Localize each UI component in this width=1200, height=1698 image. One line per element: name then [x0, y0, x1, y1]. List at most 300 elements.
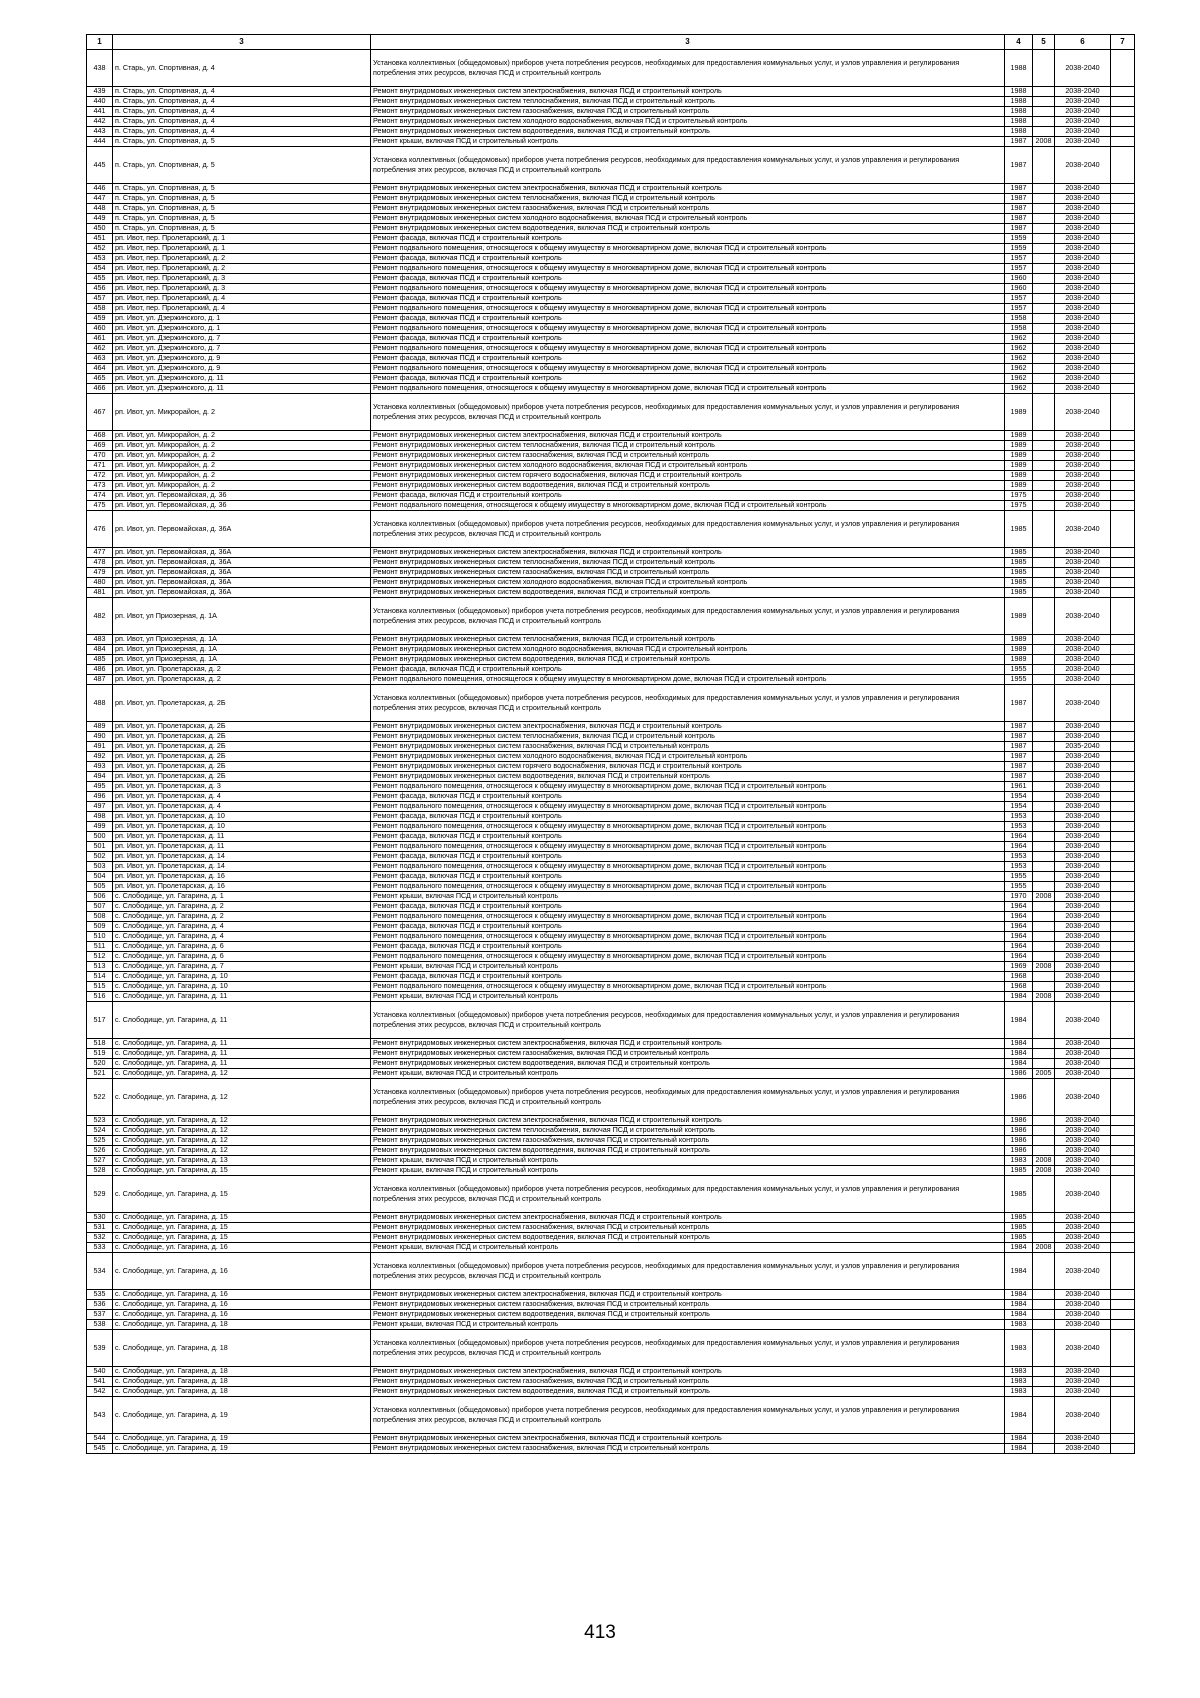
row-year-last-repair: [1033, 872, 1055, 882]
row-col-7: [1111, 588, 1135, 598]
row-year-built: 1985: [1005, 568, 1033, 578]
repair-schedule-table: [86, 34, 1135, 1454]
table-row: [87, 635, 1135, 645]
row-number: 463: [87, 354, 113, 364]
row-planned-period: 2038-2040: [1055, 1397, 1111, 1434]
row-work-type: Ремонт фасада, включая ПСД и строительный контроль: [371, 665, 1005, 675]
row-work-type: Ремонт внутридомовых инженерных систем газоснабжения, включая ПСД и строительный контроль: [371, 107, 1005, 117]
row-number: 454: [87, 264, 113, 274]
row-address: рп. Ивот, пер. Пролетарский, д. 2: [113, 264, 371, 274]
row-number: 471: [87, 461, 113, 471]
row-number: 500: [87, 832, 113, 842]
row-col-7: [1111, 922, 1135, 932]
row-year-built: 1986: [1005, 1079, 1033, 1116]
row-number: 478: [87, 558, 113, 568]
row-year-built: 1964: [1005, 952, 1033, 962]
row-number: 439: [87, 87, 113, 97]
row-year-last-repair: [1033, 354, 1055, 364]
row-planned-period: 2038-2040: [1055, 1444, 1111, 1454]
row-work-type: Ремонт крыши, включая ПСД и строительный контроль: [371, 1156, 1005, 1166]
row-planned-period: 2038-2040: [1055, 772, 1111, 782]
row-planned-period: 2038-2040: [1055, 97, 1111, 107]
row-col-7: [1111, 97, 1135, 107]
row-col-7: [1111, 732, 1135, 742]
row-number: 544: [87, 1434, 113, 1444]
row-year-built: 1985: [1005, 558, 1033, 568]
row-address: рп. Ивот, ул. Пролетарская, д. 14: [113, 862, 371, 872]
row-planned-period: 2038-2040: [1055, 384, 1111, 394]
row-address: п. Старь, ул. Спортивная, д. 4: [113, 97, 371, 107]
row-work-type: Ремонт внутридомовых инженерных систем теплоснабжения, включая ПСД и строительный контроль: [371, 441, 1005, 451]
row-year-built: 1987: [1005, 722, 1033, 732]
row-number: 525: [87, 1136, 113, 1146]
table-row: [87, 107, 1135, 117]
row-year-built: 1964: [1005, 922, 1033, 932]
row-year-built: 1989: [1005, 645, 1033, 655]
table-row: [87, 1387, 1135, 1397]
row-work-type: Ремонт фасада, включая ПСД и строительный контроль: [371, 852, 1005, 862]
row-address: рп. Ивот, ул. Дзержинского, д. 9: [113, 354, 371, 364]
row-year-last-repair: [1033, 598, 1055, 635]
row-address: с. Слободище, ул. Гагарина, д. 15: [113, 1233, 371, 1243]
row-col-7: [1111, 511, 1135, 548]
row-year-built: 1988: [1005, 107, 1033, 117]
row-address: рп. Ивот, ул. Первомайская, д. 36А: [113, 578, 371, 588]
row-address: п. Старь, ул. Спортивная, д. 4: [113, 87, 371, 97]
row-col-7: [1111, 792, 1135, 802]
row-planned-period: 2038-2040: [1055, 1367, 1111, 1377]
row-planned-period: 2038-2040: [1055, 304, 1111, 314]
row-col-7: [1111, 1330, 1135, 1367]
col-header-work: 3: [371, 35, 1005, 50]
row-address: рп. Ивот, ул. Пролетарская, д. 2Б: [113, 685, 371, 722]
table-row: [87, 902, 1135, 912]
row-work-type: Ремонт внутридомовых инженерных систем электроснабжения, включая ПСД и строительный контроль: [371, 431, 1005, 441]
row-planned-period: 2038-2040: [1055, 511, 1111, 548]
table-row: [87, 722, 1135, 732]
row-work-type: Ремонт фасада, включая ПСД и строительный контроль: [371, 334, 1005, 344]
row-number: 516: [87, 992, 113, 1002]
row-work-type: Ремонт крыши, включая ПСД и строительный контроль: [371, 992, 1005, 1002]
row-planned-period: 2038-2040: [1055, 1069, 1111, 1079]
row-year-built: 1983: [1005, 1320, 1033, 1330]
table-body: [87, 50, 1135, 1454]
table-row: [87, 1444, 1135, 1454]
row-planned-period: 2038-2040: [1055, 117, 1111, 127]
row-work-type: Ремонт внутридомовых инженерных систем холодного водоснабжения, включая ПСД и строительный контроль: [371, 461, 1005, 471]
row-year-last-repair: [1033, 578, 1055, 588]
row-address: п. Старь, ул. Спортивная, д. 5: [113, 224, 371, 234]
row-address: рп. Ивот, пер. Пролетарский, д. 4: [113, 304, 371, 314]
row-address: с. Слободище, ул. Гагарина, д. 15: [113, 1166, 371, 1176]
row-planned-period: 2038-2040: [1055, 578, 1111, 588]
row-work-type: Ремонт внутридомовых инженерных систем газоснабжения, включая ПСД и строительный контроль: [371, 1136, 1005, 1146]
row-year-last-repair: [1033, 204, 1055, 214]
row-year-last-repair: [1033, 501, 1055, 511]
row-planned-period: 2038-2040: [1055, 294, 1111, 304]
row-work-type: Установка коллективных (общедомовых) приборов учета потребления ресурсов, необходимых для предоставления коммунальных услуг, и узлов управления и регулирования потребления этих ресурсов, включая ПСД и строительный контроль: [371, 147, 1005, 184]
row-number: 485: [87, 655, 113, 665]
row-work-type: Ремонт подвального помещения, относящегося к общему имуществу в многоквартирном доме, включая ПСД и строительный контроль: [371, 284, 1005, 294]
row-planned-period: 2038-2040: [1055, 344, 1111, 354]
row-col-7: [1111, 645, 1135, 655]
row-planned-period: 2038-2040: [1055, 1126, 1111, 1136]
row-col-7: [1111, 578, 1135, 588]
row-number: 444: [87, 137, 113, 147]
row-year-last-repair: [1033, 655, 1055, 665]
row-planned-period: 2038-2040: [1055, 481, 1111, 491]
row-address: рп. Ивот, ул. Первомайская, д. 36: [113, 491, 371, 501]
row-year-built: 1987: [1005, 685, 1033, 722]
row-year-last-repair: [1033, 1176, 1055, 1213]
table-row: [87, 752, 1135, 762]
table-row: [87, 1136, 1135, 1146]
row-col-7: [1111, 802, 1135, 812]
row-planned-period: 2038-2040: [1055, 501, 1111, 511]
row-work-type: Ремонт внутридомовых инженерных систем электроснабжения, включая ПСД и строительный контроль: [371, 548, 1005, 558]
row-planned-period: 2038-2040: [1055, 127, 1111, 137]
row-number: 453: [87, 254, 113, 264]
table-row: [87, 394, 1135, 431]
row-number: 508: [87, 912, 113, 922]
row-year-built: 1983: [1005, 1367, 1033, 1377]
table-row: [87, 147, 1135, 184]
row-planned-period: 2038-2040: [1055, 1330, 1111, 1367]
table-row: [87, 922, 1135, 932]
row-col-7: [1111, 752, 1135, 762]
row-col-7: [1111, 364, 1135, 374]
row-work-type: Ремонт подвального помещения, относящегося к общему имуществу в многоквартирном доме, включая ПСД и строительный контроль: [371, 501, 1005, 511]
row-planned-period: 2038-2040: [1055, 685, 1111, 722]
table-row: [87, 1300, 1135, 1310]
row-col-7: [1111, 812, 1135, 822]
row-year-last-repair: [1033, 802, 1055, 812]
row-year-last-repair: [1033, 1377, 1055, 1387]
row-year-last-repair: [1033, 952, 1055, 962]
row-planned-period: 2038-2040: [1055, 822, 1111, 832]
row-planned-period: 2038-2040: [1055, 441, 1111, 451]
row-year-last-repair: [1033, 471, 1055, 481]
row-col-7: [1111, 932, 1135, 942]
row-planned-period: 2038-2040: [1055, 224, 1111, 234]
row-col-7: [1111, 912, 1135, 922]
row-number: 545: [87, 1444, 113, 1454]
row-address: п. Старь, ул. Спортивная, д. 5: [113, 214, 371, 224]
row-number: 438: [87, 50, 113, 87]
row-number: 451: [87, 234, 113, 244]
row-year-last-repair: [1033, 117, 1055, 127]
row-col-7: [1111, 1079, 1135, 1116]
row-planned-period: 2038-2040: [1055, 1310, 1111, 1320]
row-planned-period: 2038-2040: [1055, 354, 1111, 364]
table-row: [87, 431, 1135, 441]
row-col-7: [1111, 304, 1135, 314]
row-year-last-repair: [1033, 972, 1055, 982]
row-planned-period: 2038-2040: [1055, 1156, 1111, 1166]
row-work-type: Ремонт подвального помещения, относящегося к общему имуществу в многоквартирном доме, включая ПСД и строительный контроль: [371, 364, 1005, 374]
row-year-built: 1961: [1005, 782, 1033, 792]
row-address: рп. Ивот, ул. Микрорайон, д. 2: [113, 481, 371, 491]
row-planned-period: 2038-2040: [1055, 862, 1111, 872]
row-address: рп. Ивот, ул. Пролетарская, д. 11: [113, 842, 371, 852]
table-row: [87, 254, 1135, 264]
row-planned-period: 2038-2040: [1055, 842, 1111, 852]
row-address: с. Слободище, ул. Гагарина, д. 6: [113, 952, 371, 962]
row-year-built: 1962: [1005, 344, 1033, 354]
row-col-7: [1111, 742, 1135, 752]
row-number: 541: [87, 1377, 113, 1387]
row-planned-period: 2038-2040: [1055, 334, 1111, 344]
row-planned-period: 2038-2040: [1055, 1136, 1111, 1146]
row-address: с. Слободище, ул. Гагарина, д. 12: [113, 1126, 371, 1136]
row-planned-period: 2038-2040: [1055, 1233, 1111, 1243]
row-year-built: 1968: [1005, 972, 1033, 982]
row-year-last-repair: [1033, 314, 1055, 324]
row-year-last-repair: [1033, 912, 1055, 922]
row-address: рп. Ивот, ул. Первомайская, д. 36: [113, 501, 371, 511]
row-work-type: Ремонт внутридомовых инженерных систем холодного водоснабжения, включая ПСД и строительный контроль: [371, 214, 1005, 224]
row-number: 492: [87, 752, 113, 762]
row-work-type: Ремонт подвального помещения, относящегося к общему имуществу в многоквартирном доме, включая ПСД и строительный контроль: [371, 782, 1005, 792]
table-row: [87, 782, 1135, 792]
row-work-type: Ремонт внутридомовых инженерных систем водоотведения, включая ПСД и строительный контроль: [371, 1233, 1005, 1243]
table-row: [87, 284, 1135, 294]
row-year-last-repair: [1033, 742, 1055, 752]
row-number: 520: [87, 1059, 113, 1069]
row-col-7: [1111, 481, 1135, 491]
table-row: [87, 732, 1135, 742]
row-number: 460: [87, 324, 113, 334]
row-planned-period: 2038-2040: [1055, 568, 1111, 578]
row-planned-period: 2038-2040: [1055, 1049, 1111, 1059]
row-col-7: [1111, 655, 1135, 665]
row-year-built: 1983: [1005, 1387, 1033, 1397]
row-year-last-repair: 2008: [1033, 137, 1055, 147]
row-address: рп. Ивот, ул. Микрорайон, д. 2: [113, 451, 371, 461]
row-year-built: 1953: [1005, 822, 1033, 832]
row-year-last-repair: [1033, 1290, 1055, 1300]
row-work-type: Ремонт подвального помещения, относящегося к общему имуществу в многоквартирном доме, включая ПСД и строительный контроль: [371, 862, 1005, 872]
table-row: [87, 1223, 1135, 1233]
table-row: [87, 1126, 1135, 1136]
row-address: п. Старь, ул. Спортивная, д. 5: [113, 194, 371, 204]
row-address: с. Слободище, ул. Гагарина, д. 15: [113, 1213, 371, 1223]
row-address: рп. Ивот, ул. Дзержинского, д. 7: [113, 334, 371, 344]
row-col-7: [1111, 982, 1135, 992]
row-col-7: [1111, 244, 1135, 254]
row-work-type: Ремонт внутридомовых инженерных систем водоотведения, включая ПСД и строительный контроль: [371, 1146, 1005, 1156]
row-col-7: [1111, 942, 1135, 952]
row-work-type: Ремонт фасада, включая ПСД и строительный контроль: [371, 942, 1005, 952]
row-year-built: 1957: [1005, 304, 1033, 314]
row-year-built: 1987: [1005, 224, 1033, 234]
table-row: [87, 1166, 1135, 1176]
row-year-last-repair: [1033, 1330, 1055, 1367]
table-row: [87, 1397, 1135, 1434]
row-col-7: [1111, 354, 1135, 364]
table-row: [87, 568, 1135, 578]
row-year-last-repair: [1033, 1397, 1055, 1434]
table-row: [87, 1156, 1135, 1166]
row-year-built: 1970: [1005, 892, 1033, 902]
row-number: 529: [87, 1176, 113, 1213]
row-year-built: 1987: [1005, 147, 1033, 184]
row-work-type: Ремонт фасада, включая ПСД и строительный контроль: [371, 972, 1005, 982]
row-address: с. Слободище, ул. Гагарина, д. 12: [113, 1136, 371, 1146]
table-row: [87, 324, 1135, 334]
row-work-type: Ремонт подвального помещения, относящегося к общему имуществу в многоквартирном доме, включая ПСД и строительный контроль: [371, 882, 1005, 892]
row-col-7: [1111, 384, 1135, 394]
row-year-last-repair: [1033, 1233, 1055, 1243]
row-col-7: [1111, 1146, 1135, 1156]
row-number: 491: [87, 742, 113, 752]
row-address: рп. Ивот, пер. Пролетарский, д. 2: [113, 254, 371, 264]
row-work-type: Ремонт внутридомовых инженерных систем холодного водоснабжения, включая ПСД и строительный контроль: [371, 578, 1005, 588]
table-row: [87, 892, 1135, 902]
row-work-type: Ремонт фасада, включая ПСД и строительный контроль: [371, 902, 1005, 912]
row-year-last-repair: [1033, 491, 1055, 501]
table-row: [87, 578, 1135, 588]
table-row: [87, 558, 1135, 568]
row-planned-period: 2038-2040: [1055, 655, 1111, 665]
row-year-last-repair: [1033, 431, 1055, 441]
row-col-7: [1111, 107, 1135, 117]
row-work-type: Ремонт подвального помещения, относящегося к общему имуществу в многоквартирном доме, включая ПСД и строительный контроль: [371, 842, 1005, 852]
row-address: п. Старь, ул. Спортивная, д. 5: [113, 137, 371, 147]
row-number: 484: [87, 645, 113, 655]
row-year-built: 1983: [1005, 1377, 1033, 1387]
row-number: 524: [87, 1126, 113, 1136]
table-row: [87, 982, 1135, 992]
row-year-built: 1987: [1005, 772, 1033, 782]
row-year-last-repair: [1033, 752, 1055, 762]
row-work-type: Ремонт крыши, включая ПСД и строительный контроль: [371, 892, 1005, 902]
row-number: 515: [87, 982, 113, 992]
row-number: 539: [87, 1330, 113, 1367]
row-year-built: 1984: [1005, 1243, 1033, 1253]
row-work-type: Ремонт фасада, включая ПСД и строительный контроль: [371, 234, 1005, 244]
row-work-type: Ремонт внутридомовых инженерных систем теплоснабжения, включая ПСД и строительный контроль: [371, 1126, 1005, 1136]
row-col-7: [1111, 274, 1135, 284]
row-col-7: [1111, 1367, 1135, 1377]
row-year-built: 1985: [1005, 1166, 1033, 1176]
row-planned-period: 2038-2040: [1055, 364, 1111, 374]
row-year-last-repair: [1033, 1079, 1055, 1116]
row-planned-period: 2038-2040: [1055, 722, 1111, 732]
row-work-type: Установка коллективных (общедомовых) приборов учета потребления ресурсов, необходимых для предоставления коммунальных услуг, и узлов управления и регулирования потребления этих ресурсов, включая ПСД и строительный контроль: [371, 1176, 1005, 1213]
row-number: 472: [87, 471, 113, 481]
table-row: [87, 932, 1135, 942]
row-year-last-repair: [1033, 50, 1055, 87]
table-row: [87, 1059, 1135, 1069]
row-address: рп. Ивот, ул Приозерная, д. 1А: [113, 635, 371, 645]
row-year-last-repair: 2008: [1033, 1156, 1055, 1166]
row-number: 442: [87, 117, 113, 127]
table-row: [87, 1039, 1135, 1049]
table-row: [87, 1233, 1135, 1243]
row-year-last-repair: [1033, 722, 1055, 732]
table-row: [87, 204, 1135, 214]
table-row: [87, 1079, 1135, 1116]
row-number: 456: [87, 284, 113, 294]
row-number: 469: [87, 441, 113, 451]
row-number: 523: [87, 1116, 113, 1126]
row-col-7: [1111, 1223, 1135, 1233]
row-address: с. Слободище, ул. Гагарина, д. 16: [113, 1310, 371, 1320]
row-year-built: 1984: [1005, 1049, 1033, 1059]
row-col-7: [1111, 842, 1135, 852]
row-address: с. Слободище, ул. Гагарина, д. 11: [113, 1049, 371, 1059]
row-address: п. Старь, ул. Спортивная, д. 5: [113, 147, 371, 184]
row-planned-period: 2038-2040: [1055, 137, 1111, 147]
row-year-last-repair: [1033, 184, 1055, 194]
row-col-7: [1111, 344, 1135, 354]
row-year-built: 1987: [1005, 762, 1033, 772]
row-work-type: Ремонт подвального помещения, относящегося к общему имуществу в многоквартирном доме, включая ПСД и строительный контроль: [371, 932, 1005, 942]
row-col-7: [1111, 431, 1135, 441]
row-col-7: [1111, 952, 1135, 962]
row-col-7: [1111, 992, 1135, 1002]
row-work-type: Ремонт крыши, включая ПСД и строительный контроль: [371, 962, 1005, 972]
row-address: рп. Ивот, ул. Микрорайон, д. 2: [113, 471, 371, 481]
row-planned-period: 2038-2040: [1055, 87, 1111, 97]
row-year-last-repair: [1033, 394, 1055, 431]
row-number: 448: [87, 204, 113, 214]
row-address: рп. Ивот, пер. Пролетарский, д. 1: [113, 234, 371, 244]
row-year-built: 1989: [1005, 451, 1033, 461]
table-row: [87, 451, 1135, 461]
table-row: [87, 1069, 1135, 1079]
row-year-last-repair: 2008: [1033, 962, 1055, 972]
row-address: рп. Ивот, ул. Пролетарская, д. 4: [113, 792, 371, 802]
row-address: рп. Ивот, ул Приозерная, д. 1А: [113, 645, 371, 655]
row-work-type: Ремонт внутридомовых инженерных систем электроснабжения, включая ПСД и строительный контроль: [371, 1290, 1005, 1300]
row-number: 518: [87, 1039, 113, 1049]
row-col-7: [1111, 1213, 1135, 1223]
row-year-last-repair: [1033, 1136, 1055, 1146]
row-work-type: Установка коллективных (общедомовых) приборов учета потребления ресурсов, необходимых для предоставления коммунальных услуг, и узлов управления и регулирования потребления этих ресурсов, включая ПСД и строительный контроль: [371, 1002, 1005, 1039]
row-planned-period: 2038-2040: [1055, 461, 1111, 471]
row-address: с. Слободище, ул. Гагарина, д. 19: [113, 1397, 371, 1434]
row-year-last-repair: [1033, 254, 1055, 264]
row-planned-period: 2038-2040: [1055, 324, 1111, 334]
table-row: [87, 1146, 1135, 1156]
row-planned-period: 2038-2040: [1055, 892, 1111, 902]
row-planned-period: 2038-2040: [1055, 244, 1111, 254]
row-year-last-repair: [1033, 284, 1055, 294]
row-address: рп. Ивот, пер. Пролетарский, д. 3: [113, 284, 371, 294]
row-planned-period: 2038-2040: [1055, 912, 1111, 922]
row-year-built: 1989: [1005, 635, 1033, 645]
row-work-type: Ремонт фасада, включая ПСД и строительный контроль: [371, 374, 1005, 384]
row-year-built: 1953: [1005, 812, 1033, 822]
row-address: п. Старь, ул. Спортивная, д. 4: [113, 127, 371, 137]
table-row: [87, 214, 1135, 224]
row-address: рп. Ивот, ул. Микрорайон, д. 2: [113, 441, 371, 451]
row-address: рп. Ивот, ул. Дзержинского, д. 1: [113, 324, 371, 334]
table-row: [87, 852, 1135, 862]
table-row: [87, 374, 1135, 384]
row-year-last-repair: [1033, 922, 1055, 932]
row-address: с. Слободище, ул. Гагарина, д. 19: [113, 1434, 371, 1444]
table-row: [87, 1116, 1135, 1126]
row-address: рп. Ивот, ул. Пролетарская, д. 16: [113, 872, 371, 882]
row-year-last-repair: [1033, 194, 1055, 204]
table-row: [87, 655, 1135, 665]
row-col-7: [1111, 184, 1135, 194]
row-col-7: [1111, 147, 1135, 184]
table-row: [87, 645, 1135, 655]
